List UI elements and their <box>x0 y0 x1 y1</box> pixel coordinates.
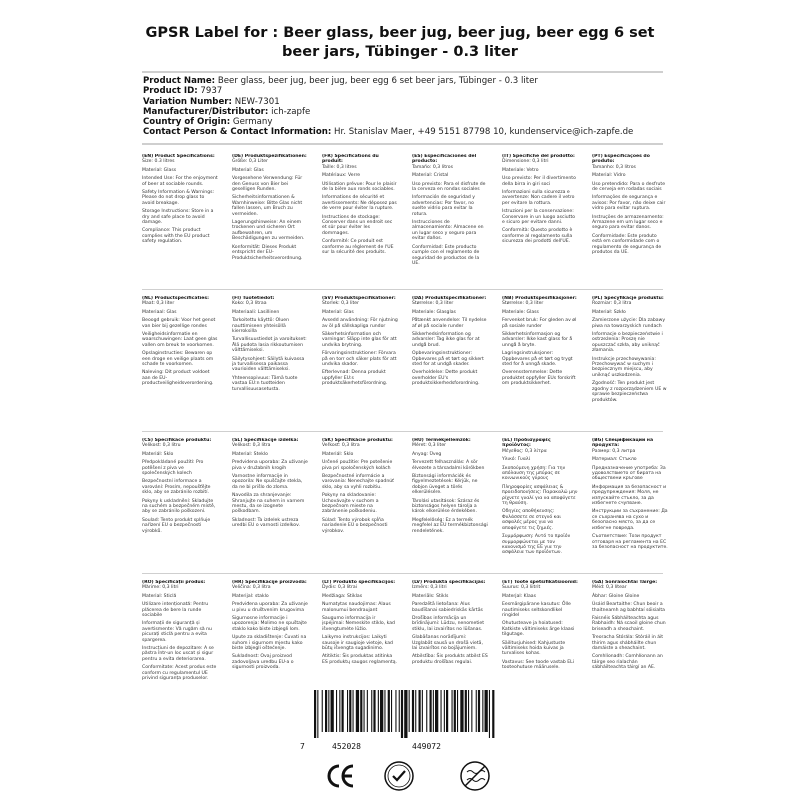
barcode-bar <box>314 690 316 738</box>
spec-line: Biztonsági információk és figyelmeztetések: Kérjük, ne dobjon üveget a törés elkerülésére. <box>412 474 478 496</box>
barcode-bar <box>404 690 407 738</box>
rohs-icon <box>382 760 416 792</box>
barcode-bar <box>331 690 334 732</box>
barcode-bar <box>336 690 337 732</box>
spec-line: Predviđena uporaba: Za uživanje u pivu u društvenim krugovima <box>232 602 308 613</box>
spec-line: Storage Instructions: Store in a dry and safe place to avoid damage. <box>142 209 214 226</box>
spec-line: Zamierzone użycie: Dla zabawy piwa na towarzyskich rundach <box>592 318 666 329</box>
spec-line: Pokyny na skladovanie: Uchovávajte v suchom a bezpečnom mieste na zabránenie poškodeniu. <box>322 493 379 515</box>
manufacturer-row: Manufacturer/Distributor: ich-zapfe <box>143 106 311 117</box>
spec-line: Treoracha Stórála: Stóráil in áit thirim agus shábháilte chun damáiste a sheachaint. <box>592 635 664 652</box>
spec-line: Varnostne informacije in opozorila: Ne spuščajte stekla, da ne bi prišlo do zloma. <box>232 474 303 490</box>
product-id-row: Product ID: 7937 <box>143 86 223 97</box>
spec-line: Materijal: staklo <box>232 593 269 599</box>
spec-line: Informações de segurança e avisos: Por favor, não deixe cair vidro para evitar ruptura. <box>592 195 666 212</box>
spec-line: Drošības informācija un brīdinājumi: Lūdzu, nenometiet stiklu, lai izvairītos no lūšanas. <box>412 616 485 632</box>
spec-line: Materiāls: Stikls <box>412 593 449 599</box>
spec-line: Säilitusjuhised: Kahjustuste vältimiseks hoida kuivas ja turvalises kohas. <box>502 640 566 657</box>
spec-block <box>502 580 578 708</box>
barcode-bar <box>401 690 403 738</box>
spec-line: Συμμόρφωση: Αυτό το προϊόν συμμορφώνεται με τον κανονισμό της ΕΕ για την ασφάλεια των προϊόντων. <box>502 534 571 556</box>
spec-line: Material: Steklo <box>232 451 268 457</box>
spec-heading: (PT) Especificações do produto: <box>592 154 650 165</box>
contact-row: Contact Person & Contact Information: Hr. Stanislav Maer, +49 5151 87798 10, kundenservice@ich-zapfe.de <box>143 127 634 138</box>
barcode-bar <box>342 690 344 732</box>
spec-block <box>592 580 668 708</box>
spec-line: Konformität: Dieses Produkt entspricht der EU-Produktsicherheitsverordnung. <box>232 244 303 261</box>
barcode-bar <box>476 690 477 732</box>
spec-block <box>142 296 218 424</box>
spec-heading: (ET) Toote spetsifikatsioonid: <box>502 580 578 585</box>
spec-line: Turvallisuustiedot ja varoitukset: Älä pudota lasia rikkoutumisen välttämiseksi. <box>232 337 307 354</box>
spec-block <box>322 154 398 282</box>
spec-line: Faisnéis Sábháilteachta agus Rabhaidh: Ná scaoil gloine chun briseadh a sheachaint. <box>592 616 666 632</box>
spec-block <box>412 296 488 424</box>
spec-line: Overensstemmelse: Dette produktet oppfyller EUs forskrift om produktsikkerhet. <box>502 370 576 387</box>
spec-heading: (HR) Specifikacije proizvoda: <box>232 580 307 585</box>
spec-line: Material: Cristal <box>412 173 449 179</box>
spec-line: Atbilstība: Šis produkts atbilst ES produktu drošības regulai. <box>412 654 488 665</box>
spec-line: Skladnost: Ta izdelek ustreza uredbi EU o varnosti izdelkov. <box>232 517 300 529</box>
spec-line: Størrelse: 0,3 liter <box>502 301 544 307</box>
spec-line: Съответствие: Този продукт отговаря на регламента на ЕС за безопасност на продуктите. <box>592 534 668 550</box>
page-title <box>0 24 800 62</box>
spec-line: Bezpečnostní informace a varování: Prosím, nepoušťějte sklo, aby se zabránilo rozbití. <box>142 479 211 496</box>
spec-line: Dimensione: 0,3 litri <box>502 159 549 165</box>
spec-line: Instrukcje przechowywania: Przechowywać w suchym i bezpiecznym miejscu, aby uniknąć uszkodzenia. <box>592 356 656 378</box>
spec-line: Pokyny k uskladnění: Skladujte na suchém a bezpečném místě, aby se zabránilo poškození. <box>142 498 216 515</box>
spec-line: Размер: 0,3 литра <box>592 448 636 454</box>
spec-block <box>412 154 488 282</box>
barcode-bar <box>422 690 423 732</box>
barcode-bar <box>328 690 329 732</box>
spec-line: Mărime: 0,3 litri <box>142 585 179 591</box>
spec-block <box>142 154 218 282</box>
spec-line: Rozmiar: 0,3 litra <box>592 301 632 307</box>
spec-line: Информация за безопасност и предупреждения: Моля, не изпускайте стъкло, за да избегнете счупване. <box>592 484 667 507</box>
spec-line: Materjal: Klaas <box>502 593 536 599</box>
barcode-bar <box>441 690 442 732</box>
barcode-digits-right: 449072 <box>412 742 441 751</box>
spec-line: Veličina: 0,3 litra <box>232 585 271 591</box>
spec-line: Bezpečnostné informácie a varovania: Nenechajte spadnúť sklo, aby sa vyhli rozbitiu. <box>322 474 394 490</box>
spec-block <box>592 296 668 424</box>
barcode-bar <box>356 690 359 732</box>
spec-line: Matériaux: Verre <box>322 173 361 179</box>
barcode-bar <box>322 690 323 732</box>
spec-line: Beoogd gebruik: Voor het genot van bier bij gezellige rondes <box>142 318 216 329</box>
spec-block <box>142 580 218 708</box>
spec-block <box>232 580 308 708</box>
spec-line: Informații de siguranță și avertismente: Vă rugăm să nu picurați sticlă pentru a evita spargerea. <box>142 621 212 643</box>
spec-block <box>322 580 398 708</box>
spec-line: Efterlevnad: Denna produkt uppfyller EU:s produktsäkerhetsförordning. <box>322 370 388 387</box>
spec-line: Vorgesehene Verwendung: Für den Genuss von Bier bei geselligen Runden. <box>232 176 303 193</box>
barcode-bar <box>364 690 365 732</box>
spec-heading: (RO) Specificații produs: <box>142 580 206 585</box>
barcode-bar <box>353 690 354 732</box>
spec-line: Πληροφορίες ασφάλειας & προειδοποιήσεις: Παρακαλώ μην ρίχνετε γυαλί για να αποφύγετε τη θραύση. <box>502 484 578 507</box>
spec-line: Sikkerhedsinformation og advarsler: Tag ikke glas for at undgå brud. <box>412 332 480 348</box>
spec-line: Materiale: Glasglas <box>412 309 456 315</box>
barcode-bar <box>433 690 434 732</box>
spec-heading: (NL) Productspecificaties: <box>142 296 209 301</box>
spec-line: Velikost: 0,3 litru <box>142 443 181 449</box>
spec-line: Navodila za shranjevanje: Shranjujte na suhem in varnem mestu, da se izognete poškodbam. <box>232 493 305 515</box>
spec-line: Material: Glas <box>322 309 354 315</box>
spec-line: Compliance: This product complies with the EU product safety regulation. <box>142 228 210 245</box>
spec-line: Sigurnosne informacije i upozorenja: Molimo ne spuštajte staklo kako biste izbjegli lom. <box>232 616 307 632</box>
spec-line: Comhlíonadh: Comhlíonann an táirge seo rialachán sábháilteachta táirgí an AE. <box>592 654 663 671</box>
spec-line: Instructions de stockage: Conserver dans un endroit sec et sûr pour éviter les dommages. <box>322 214 393 236</box>
spec-line: Zgodność: Ten produkt jest zgodny z rozporządzeniem UE w sprawie bezpieczeństwa produktów. <box>592 381 667 403</box>
spec-heading: (DA) Produktspecifikationer: <box>412 296 487 301</box>
spec-block <box>142 438 218 566</box>
ce-mark-icon <box>326 760 356 792</box>
barcode-bar <box>489 690 490 738</box>
barcode-bar <box>409 690 410 732</box>
barcode-bar <box>360 690 362 732</box>
spec-line: Paredzētā lietošana: Alus baudīšanai sabiedriskās kārtās <box>412 602 483 613</box>
spec-line: Uso previsto: Per il divertimento della birra in giri soci <box>502 176 576 187</box>
spec-line: Lagerungshinweise: An einem trockenen und sicheren Ort aufbewahren, um Beschädigungen zu vermeiden. <box>232 220 305 242</box>
spec-heading: (DE) Produktspezifikationen: <box>232 154 307 159</box>
barcode-bar <box>347 690 348 732</box>
spec-line: Material: Glass <box>142 167 177 173</box>
barcode-bar <box>478 690 480 732</box>
spec-line: Intended Use: For the enjoyment of beer at sociable rounds. <box>142 176 218 187</box>
spec-line: Materiál: Sklo <box>142 451 174 457</box>
spec-line: Maat: 0,3 liter <box>142 301 175 307</box>
spec-line: Dydis: 0,3 litrai <box>322 585 357 591</box>
spec-block <box>322 296 398 424</box>
product-info <box>143 76 633 138</box>
spec-line: Förvaringsinstruktioner: Förvara på en torr och säker plats för att undvika skador. <box>322 351 397 368</box>
spec-line: Materiaal: Glas <box>142 309 177 315</box>
barcode-bar <box>492 690 494 738</box>
spec-line: Méid: 0,3 lítear <box>592 585 627 591</box>
spec-line: Conformidad: Este producto cumple con el reglamento de seguridad de productos de la UE. <box>412 244 480 266</box>
spec-line: Conformidade: Este produto está em conformidade com o regulamento de segurança de produtos da UE. <box>592 233 662 256</box>
spec-heading: (ES) Especificaciones del producto: <box>412 154 477 165</box>
barcode-bar <box>426 690 427 732</box>
spec-heading: (GA) Sonraíochtaí Táirge: <box>592 580 658 585</box>
spec-line: Υλικό: Γυαλί <box>502 457 531 463</box>
spec-line: Materiał: Szkło <box>592 309 626 315</box>
spec-line: Uso previsto: Para el disfrute de la cerveza en rondas sociales <box>412 181 486 193</box>
spec-line: Lagringsinstruksjoner: Oppbevares på et tørt og trygt sted for å unngå skade. <box>502 351 573 368</box>
spec-line: Atitiktis: Šis produktas atitinka ES produktų saugos reglamentą. <box>322 654 398 665</box>
barcode-bar <box>371 690 372 732</box>
barcode-bar <box>399 690 400 732</box>
barcode-bar <box>452 690 453 732</box>
spec-heading: (SK) Špecifikácie produktu: <box>322 438 393 443</box>
spec-line: Fervenket bruk: For gleden av øl på sosiale runder <box>502 318 577 329</box>
spec-line: Material: Sticlă <box>142 593 177 599</box>
spec-line: Izmērs: 0,3 litri <box>412 585 447 591</box>
spec-line: Materiál: Sklo <box>322 451 354 457</box>
spec-line: Určené použitie: Pre potešenie piva pri spoločenských kolách <box>322 460 393 471</box>
spec-line: Opbevaringsinstruktioner: Opbevares på et tørt og sikkert sted for at undgå skader. <box>412 351 484 368</box>
spec-heading: (LT) Produkto specifikacijos: <box>322 580 396 585</box>
spec-line: Utilizare intenționată: Pentru plăcerea de bere la runde sociabile <box>142 602 209 619</box>
spec-heading: (CS) Specifikace produktu: <box>142 438 212 443</box>
barcode-bar <box>485 690 488 732</box>
spec-line: Informations de sécurité et avertissements: Ne déposez pas de verre pour éviter la rupture. <box>322 195 397 212</box>
barcode-bar <box>380 690 383 732</box>
spec-block <box>502 296 578 424</box>
spec-line: Größe: 0,3 Liter <box>232 159 269 165</box>
spec-line: Conformité: Ce produit est conforme au règlement de l'UE sur la sécurité des produits. <box>322 239 394 256</box>
row-divider <box>142 289 663 290</box>
barcode <box>312 690 496 738</box>
product-name-row: Product Name: Beer glass, beer jug, beer jug, beer egg 6 set beer jars, Tübinger - 0.3 liter <box>143 76 538 86</box>
barcode-bar <box>378 690 379 732</box>
spec-line: Koko: 0,3 litraa <box>232 301 267 307</box>
spec-block <box>412 438 488 566</box>
spec-line: Glabāšanas norādījumi: Uzglabāt sausā un drošā vietā, lai izvairītos no bojājumiem. <box>412 635 483 652</box>
spec-heading: (PL) Specyfikacje produktu: <box>592 296 664 301</box>
spec-line: Súlad: Tento výrobok spĺňa nariadenie EÚ o bezpečnosti výrobkov. <box>322 517 388 534</box>
spec-line: Laikymo instrukcijos: Laikyti sausoje ir saugioje vietoje, kad būtų išvengta sugadinimo. <box>322 635 393 652</box>
spec-block <box>592 154 668 282</box>
barcode-digit-first: 7 <box>300 742 305 751</box>
barcode-bar <box>367 690 368 732</box>
spec-line: Numatytas naudojimas: Alaus malonumui bendraujant <box>322 602 391 613</box>
barcode-bar <box>384 690 385 732</box>
spec-heading: (BG) Спецификации на продукта: <box>592 438 654 449</box>
spec-heading: (SL) Specifikacije izdelka: <box>232 438 299 443</box>
spec-line: Tamanho: 0,3 litros <box>592 164 636 170</box>
divider <box>142 143 663 145</box>
spec-line: Storlek: 0,3 liter <box>322 301 360 307</box>
spec-line: Conformità: Questo prodotto è conforme al regolamento sulla sicurezza dei prodotti dell'UE. <box>502 228 573 245</box>
spec-block <box>322 438 398 566</box>
barcode-bar <box>444 690 445 732</box>
spec-line: Informazioni sulla sicurezza e avvertenze: Non cadere il vetro per evitare la rottura. <box>502 190 575 206</box>
spec-line: Предназначение употреба: За удоволствието от бирата на обществени кръгове <box>592 465 666 482</box>
spec-line: Conformitate: Acest produs este conform cu regulamentul UE privind siguranța produselor. <box>142 665 217 682</box>
barcode-bar <box>482 690 483 732</box>
spec-line: Úsáid Beartaithe: Chun beoir a thaitneamh ag babhtaí sóisialta <box>592 602 665 613</box>
barcode-bar <box>339 690 340 732</box>
spec-line: Οδηγίες αποθήκευσης: Φυλάσσετε σε στεγνό και ασφαλές μέρος για να αποφύγετε τις ζημιές. <box>502 509 561 531</box>
spec-line: Instrucțiuni de depozitare: A se păstra într-un loc uscat și sigur pentru a evita deteriorarea. <box>142 646 214 662</box>
spec-line: Μέγεθος: 0,3 λίτρα <box>502 448 547 454</box>
spec-line: Taille: 0,3 litres <box>322 164 357 170</box>
spec-line: Upute za skladištenje: Čuvati na suhom i sigurnom mjestu kako biste izbjegli oštećenje. <box>232 635 307 652</box>
spec-line: Ábhar: Gloine Gloine <box>592 593 640 599</box>
spec-line: Anyag: Üveg <box>412 451 442 457</box>
spec-line: Veľkosť: 0,3 litra <box>322 443 360 449</box>
barcode-bar <box>395 690 396 732</box>
spec-line: Predvidena uporaba: Za uživanje piva v družabnih krogih <box>232 460 308 471</box>
spec-heading: (SV) Produktspecifikationer: <box>322 296 396 301</box>
spec-line: Veiligheidsinformatie en waarschuwingen: Laat geen glas vallen om breuk te voorkomen. <box>142 332 218 348</box>
barcode-bar <box>349 690 351 732</box>
row-divider <box>142 573 663 574</box>
spec-line: Material: Vidro <box>592 173 626 179</box>
spec-line: Soulad: Tento produkt splňuje nařízení EU o bezpečnosti výrobků. <box>142 517 211 534</box>
spec-heading: (HU) Termékjellemzők: <box>412 438 471 443</box>
barcode-digits-left: 452028 <box>332 742 361 751</box>
spec-block <box>232 296 308 424</box>
spec-line: Safety Information & Warnings: Please do not drop glass to avoid breakage. <box>142 190 215 206</box>
title-line-2: beer jars, Tübinger - 0.3 liter <box>282 44 518 60</box>
spec-heading: (EN) Product Specifications: <box>142 154 215 159</box>
title-line-1: GPSR Label for : Beer glass, beer jug, beer jug, beer egg 6 set <box>145 25 655 41</box>
spec-heading: (FR) Spécifications du produit: <box>322 154 379 165</box>
barcode-bar <box>373 690 375 732</box>
spec-block <box>232 154 308 282</box>
variation-row: Variation Number: NEW-7301 <box>143 96 280 107</box>
spec-line: Material: Glas <box>232 167 264 173</box>
spec-line: Uso pretendido: Para o desfrute de cerveja em rodadas sociais <box>592 181 666 193</box>
spec-line: Size: 0.3 litres <box>142 159 175 165</box>
spec-line: Säkerhetsinformation och varningar: Släpp inte glas för att undvika brytning. <box>322 332 397 348</box>
spec-line: Méret: 0,3 liter <box>412 443 447 449</box>
spec-line: Saugumo informacija ir įspėjimai: Nemeskite stiklo, kad išvengtumėte lūžio. <box>322 616 395 632</box>
spec-block <box>592 438 668 566</box>
barcode-bar <box>430 690 432 732</box>
spec-line: Материал: Стъкло <box>592 457 637 463</box>
spec-line: Informacje o bezpieczeństwie i ostrzeżenia: Proszę nie opuszczać szkła, aby uniknąć złamania. <box>592 332 663 354</box>
spec-line: Sicherheitsinformationen & Warnhinweise: Bitte Glas nicht fallen lassen, um Bruch zu vermeiden. <box>232 195 303 217</box>
spec-line: Materiale: Glass <box>502 309 539 315</box>
divider <box>142 71 663 73</box>
spec-line: Medžiaga: Stiklas <box>322 593 363 599</box>
spec-line: Předpokládané použití: Pro potěšení z piva ve společenských kolech <box>142 460 204 477</box>
spec-line: Instruções de armazenamento: Armazene em um lugar seco e seguro para evitar danos. <box>592 214 664 231</box>
spec-block <box>412 580 488 708</box>
spec-heading: (EL) Προδιαγραφές προϊόντος: <box>502 438 551 449</box>
spec-line: Velikost: 0,3 litra <box>232 443 271 449</box>
barcode-bar <box>446 690 448 732</box>
spec-line: Materiaali: Lasillinen <box>232 309 280 315</box>
spec-line: Påtænkt anvendelse: Til nydelse af øl på sociale runder <box>412 318 487 329</box>
spec-line: Materiale: Vetro <box>502 167 539 173</box>
spec-line: Tarkoitettu käyttö: Oluen nauttimiseen yhteisöllä kierroksilla <box>232 318 290 335</box>
spec-line: Инструкции за съхранение: Да се съхранява на сухо и безопасно място, за да се избегне повреда. <box>592 509 668 531</box>
spec-line: Sikkerhetsinformasjon og advarsler: Ikke kast glass for å unngå å bryte. <box>502 332 573 348</box>
barcode-bar <box>465 690 467 732</box>
spec-line: Naleving: Dit product voldoet aan de EU-productveiligheidsverordening. <box>142 370 214 387</box>
spec-line: Avsedd användning: För njutning av öl på sällskapliga rundor <box>322 318 398 329</box>
spec-heading: (FI) Tuotetiedot: <box>232 296 275 301</box>
spec-line: Información de seguridad y advertencias: Por favor, no suelte vidrio para evitar la rotura. <box>412 195 476 217</box>
spec-heading: (NB) Produktspesifikasjoner: <box>502 296 577 301</box>
barcode-bar <box>391 690 392 732</box>
not-microwave-safe-icon <box>458 760 492 792</box>
spec-line: Størrelse: 0,3 liter <box>412 301 454 307</box>
spec-line: Tervezett felhasználás: A sör élvezete a társadalmi körökben <box>412 460 485 471</box>
spec-line: Tamaño: 0,3 litros <box>412 164 453 170</box>
barcode-bar <box>435 690 438 732</box>
barcode-bar <box>325 690 327 732</box>
spec-line: Overholdelse: Dette produkt overholder EU's produktsikkerhedsforordning. <box>412 370 480 387</box>
spec-line: Istruzioni per la conservazione: Conservare in un luogo asciutto e sicuro per evitare danni. <box>502 209 576 226</box>
barcode-bar <box>460 690 463 732</box>
spec-line: Σκοπούμενη χρήση: Για την απόλαυση της μπύρας σε κοινωνικούς γύρους <box>502 465 566 482</box>
spec-block <box>232 438 308 566</box>
spec-block <box>502 154 578 282</box>
barcode-bar <box>471 690 472 732</box>
barcode-bar <box>317 690 318 738</box>
spec-line: Utilisation prévue: Pour le plaisir de la bière aux ronds sociables. <box>322 181 397 193</box>
spec-line: Tárolási utasítások: Száraz és biztonságos helyen tárolja a károk elkerülése érdekében. <box>412 498 480 515</box>
spec-line: Instrucciones de almacenamiento: Almacene en un lugar seco y seguro para evitar daños. <box>412 220 484 242</box>
barcode-bar <box>457 690 458 732</box>
spec-block <box>502 438 578 566</box>
spec-line: Suurus: 0,3 liitrit <box>502 585 541 591</box>
barcode-bar <box>468 690 469 732</box>
spec-heading: (IT) Specifiche del prodotto: <box>502 154 575 159</box>
barcode-bar <box>454 690 456 732</box>
barcode-bar <box>388 690 390 732</box>
spec-line: Megfelelőség: Ez a termék megfelel az EU termékbiztonsági rendeletének. <box>412 517 488 534</box>
spec-heading: (LV) Produkta specifikācijas: <box>412 580 486 585</box>
spec-line: Yhteensopivuus: Tämä tuote vastaa EU:n tuotteiden turvallisuusasetusta. <box>232 375 298 392</box>
barcode-bar <box>412 690 414 732</box>
origin-row: Country of Origin: Germany <box>143 117 273 128</box>
barcode-bar <box>419 690 421 732</box>
spec-line: Säilytysohjeet: Säilytä kuivassa ja turvallisessa paikassa vaurioiden välttämiseksi. <box>232 356 305 373</box>
spec-line: Ohutusteave ja hoiatused: Katkiste vältimiseks ärge klaasi tilgutage. <box>502 621 575 638</box>
row-divider <box>142 431 663 432</box>
spec-line: Vastavus: See toode vastab ELi tooteohutuse määrusele. <box>502 659 574 671</box>
barcode-bar <box>415 690 416 732</box>
spec-line: Sukladnost: Ovaj proizvod zadovoljava uredbu EU-a o sigurnosti proizvoda. <box>232 654 294 671</box>
spec-line: Eesmärgipärane kasutus: Õlle nautimiseks seltskondlikel ringidel <box>502 602 571 619</box>
spec-line: Opslaginstructies: Bewaren op een droge en veilige plaats om schade te voorkomen. <box>142 351 214 368</box>
